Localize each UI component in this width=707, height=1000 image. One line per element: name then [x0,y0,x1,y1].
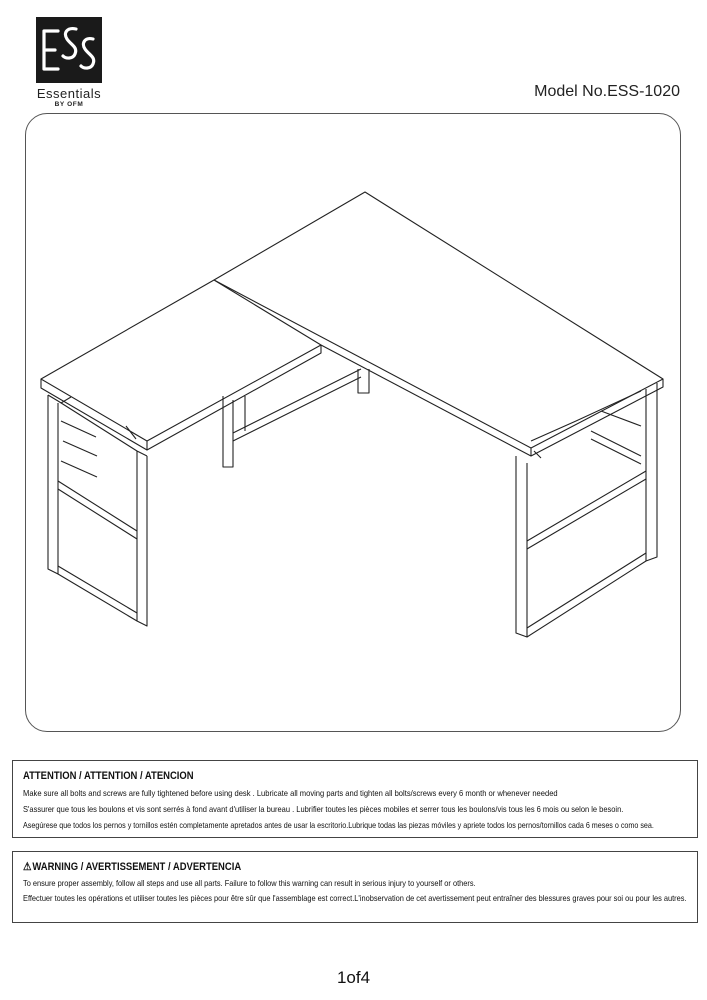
attention-line-en: Make sure all bolts and screws are fully tightened before using desk . Lubricate all moving parts and tighten all bolts/screws every 6 month or whenever needed [23,788,558,798]
brand-name: Essentials [36,86,102,101]
warning-line-en: To ensure proper assembly, follow all steps and use all parts. Failure to follow this warning can result in serious injury to yourself or others. [23,878,476,888]
model-number: Model No.ESS-1020 [534,83,680,100]
warning-line-fr: Effectuer toutes les opérations et utiliser toutes les pièces pour être sûr que l'assemblage est correct.L'inobservation de cet avertissement peut entraîner des blessures graves pour soi ou pour les autres. [23,892,687,903]
attention-line-es: Asegúrese que todos los pernos y tornillos estén completamente apretados antes de usar la escritorio.Lubrique todas las piezas móviles y apriete todos los pernos/tornillos cada 6 meses o como sea. [23,820,654,830]
brand-logo [36,17,102,83]
illustration-frame [25,113,681,732]
warning-title-row [23,860,603,873]
desk-illustration [26,114,682,733]
attention-line-fr: S'assurer que tous les boulons et vis sont serrés à fond avant d'utiliser la bureau . Lubrifier toutes les pièces mobiles et serrer tous les boulons/vis tous les 6 mois ou selon le besoin. [23,804,624,814]
warning-title: WARNING / AVERTISSEMENT / ADVERTENCIA [32,861,242,873]
desk-main-top [214,192,663,448]
attention-title: ATTENTION / ATTENTION / ATENCION [23,770,194,782]
attention-notice [12,760,698,838]
ess-logo-mark [36,17,102,83]
desk-left-leg-frame [48,395,58,574]
desk-right-leg-frame [516,456,527,637]
page-number: 1of4 [336,968,371,987]
warning-notice [12,851,698,923]
warning-triangle-icon: ⚠ [23,861,32,873]
brand-by-line: BY OFM [54,101,84,108]
